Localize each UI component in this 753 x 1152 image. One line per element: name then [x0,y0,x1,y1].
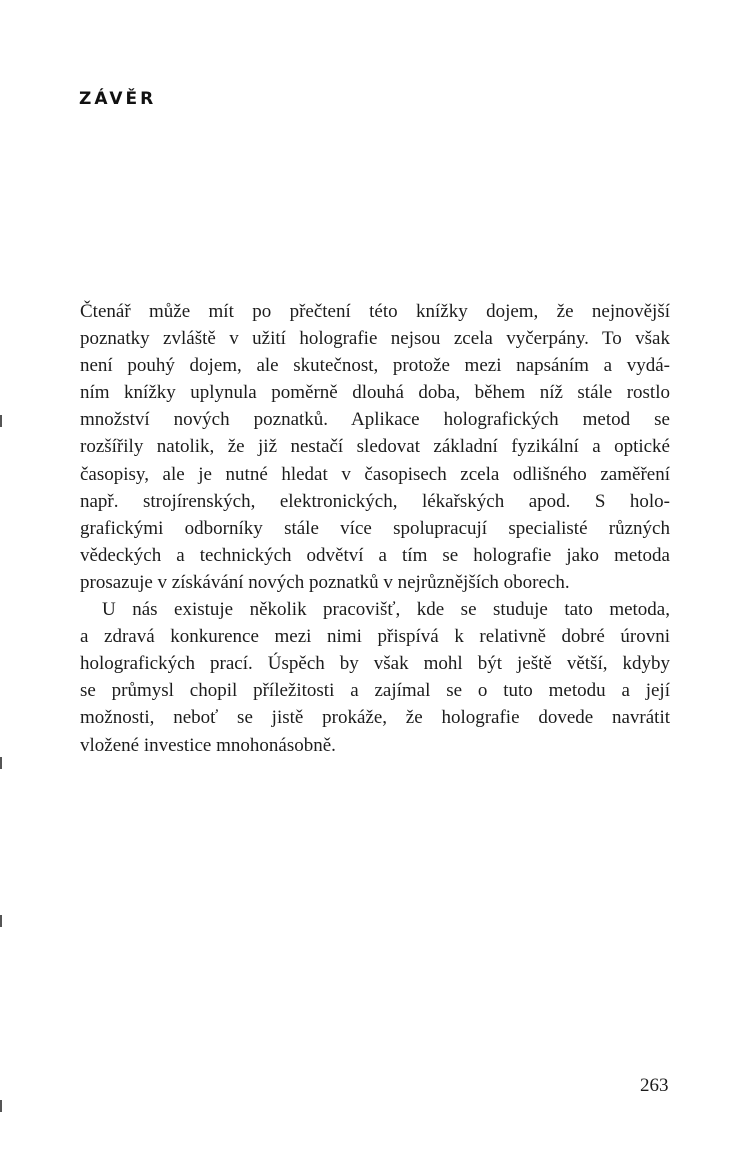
paragraph-1 [80,298,670,596]
text-line: holografických prací. Úspěch by však mohl být ještě větší, kdyby [80,653,670,675]
scan-edge-mark [0,1100,2,1112]
text-line: ním knížky uplynula poměrně dlouhá doba, během níž stále rostlo [80,382,670,404]
scan-edge-mark [0,915,2,927]
text-line: vložené investice mnohonásobně. [80,734,336,756]
scan-edge-mark [0,757,2,769]
page-number: 263 [640,1075,669,1096]
body-text [80,298,670,759]
text-line: prosazuje v získávání nových poznatků v nejrůznějších oborech. [80,571,570,593]
text-line: rozšířily natolik, že již nestačí sledovat základní fyzikální a optické [80,436,670,458]
chapter-heading: ZÁVĚR [79,89,157,109]
text-line: množství nových poznatků. Aplikace holografických metod se [80,409,670,431]
text-line: a zdravá konkurence mezi nimi přispívá k relativně dobré úrovni [80,626,670,648]
text-line: vědeckých a technických odvětví a tím se holografie jako metoda [80,544,670,566]
text-line: možnosti, neboť se jistě prokáže, že holografie dovede navrátit [80,707,670,729]
text-line: časopisy, ale je nutné hledat v časopisech zcela odlišného zaměření [80,463,670,485]
paragraph-2 [80,596,670,759]
text-line: není pouhý dojem, ale skutečnost, protože mezi napsáním a vydá- [80,355,670,377]
text-line: se průmysl chopil příležitosti a zajímal se o tuto metodu a její [80,680,670,702]
text-line: poznatky zvláště v užití holografie nejsou zcela vyčerpány. To však [80,328,670,350]
text-line: grafickými odborníky stále více spolupracují specialisté různých [80,517,670,539]
text-line: Čtenář může mít po přečtení této knížky dojem, že nejnovější [80,301,670,322]
text-line: U nás existuje několik pracovišť, kde se studuje tato metoda, [102,599,670,621]
scan-edge-mark [0,415,2,427]
text-line: např. strojírenských, elektronických, lékařských apod. S holo- [80,490,670,512]
